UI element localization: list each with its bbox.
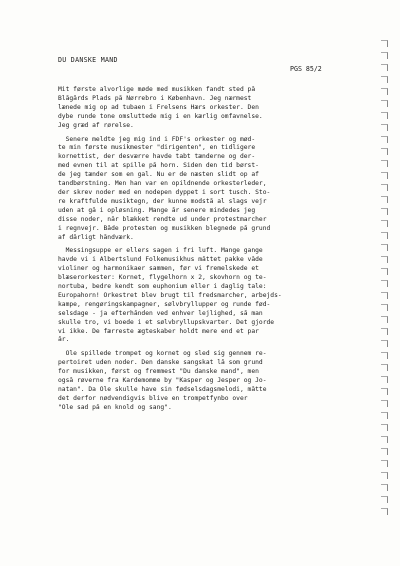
binding-mark	[381, 112, 388, 119]
text-line: de jeg tænder som en gal. Nu er de næsten slidt op af	[58, 171, 259, 179]
binding-mark	[381, 280, 388, 287]
binding-mark	[381, 292, 388, 299]
binding-mark	[381, 208, 388, 215]
binding-mark	[381, 40, 388, 47]
paragraph	[58, 247, 358, 345]
paragraph	[58, 86, 358, 131]
text-line: "Ole sad på en knold og sang".	[58, 403, 172, 411]
binding-mark	[381, 136, 388, 143]
binding-mark	[381, 124, 388, 131]
text-line: te min første musikmester "dirigenten", en tidligere	[58, 144, 256, 152]
text-line: kampe, rengøringskampagner, sølvbryllupper og runde fød-	[58, 300, 271, 308]
binding-mark	[381, 244, 388, 251]
text-line: Jeg græd af rørelse.	[58, 121, 134, 129]
text-line: også røverne fra Kardemomme by "Kasper og Jesper og Jo-	[58, 377, 267, 385]
binding-mark	[381, 388, 388, 395]
binding-mark	[381, 316, 388, 323]
text-line: vi ikke. De færreste ægteskaber holdt mere end et par	[58, 327, 259, 335]
text-line: år.	[58, 336, 70, 344]
binding-edge-marks	[381, 0, 389, 566]
text-line: Europahorn! Orkestret blev brugt til fredsmarcher, arbejds-	[58, 291, 282, 299]
text-line: re kraftfulde musiktegn, der kunne modstå al slags vejr	[58, 197, 267, 205]
binding-mark	[381, 268, 388, 275]
binding-mark	[381, 508, 388, 515]
text-line: disse noder, når blækket rendte ud under protestmarcher	[58, 215, 267, 223]
paragraph	[58, 350, 358, 412]
binding-mark	[381, 52, 388, 59]
text-line: skulle tro, vi boede i et sølvbryllupskvarter. Det gjorde	[58, 318, 275, 326]
text-line: blæserorkester: Kornet, flygelhorn x 2, skovhorn og te-	[58, 274, 267, 282]
text-line: havde vi i Albertslund Folkemusikhus måttet pakke våde	[58, 256, 263, 264]
binding-mark	[381, 160, 388, 167]
binding-mark	[381, 232, 388, 239]
text-line: selsdage - ja efterhånden ved enhver lejlighed, så man	[58, 309, 263, 317]
binding-mark	[381, 148, 388, 155]
binding-mark	[381, 196, 388, 203]
binding-mark	[381, 64, 388, 71]
text-line: tandbørstning. Men han var en opildnende orkesterleder,	[58, 180, 267, 188]
binding-mark	[381, 400, 388, 407]
text-line: med evnen til at spille på horn. Siden den tid børst-	[58, 162, 259, 170]
document-title: DU DANSKE MAND	[58, 56, 118, 64]
binding-mark	[381, 448, 388, 455]
text-line: uden at gå i opløsning. Mange år senere mindedes jeg	[58, 206, 256, 214]
binding-mark	[381, 256, 388, 263]
binding-mark	[381, 472, 388, 479]
binding-mark	[381, 76, 388, 83]
binding-mark	[381, 496, 388, 503]
text-line: natan". Da Ole skulle have sin fødselsdagsmelodi, måtte	[58, 386, 267, 393]
text-line: Senere meldte jeg mig ind i FDF's orkester og mød-	[58, 135, 256, 143]
text-line: violiner og harmonikaer sammen, før vi fremelskede et	[58, 265, 259, 273]
text-line: Ole spillede trompet og kornet og sled sig gennem re-	[58, 350, 267, 358]
text-line: kornettist, der desværre havde tabt tænderne og der-	[58, 153, 256, 161]
text-line: det derfor nødvendigvis blive en trompetfynbo over	[58, 394, 248, 402]
binding-mark	[381, 460, 388, 467]
text-line: af dårligt håndværk.	[58, 233, 134, 241]
text-line: nortuba, bedre kendt som euphonium eller i daglig tale:	[58, 283, 267, 291]
paragraph	[58, 136, 358, 243]
text-line: lænede mig op ad tubaen i Frelsens Hærs orkester. Den	[58, 103, 259, 111]
binding-mark	[381, 220, 388, 227]
binding-mark	[381, 484, 388, 491]
binding-mark	[381, 412, 388, 419]
binding-mark	[381, 304, 388, 311]
text-line: der skrev noder med en nodepen dyppet i sort tusch. Sto-	[58, 188, 271, 196]
document-body	[58, 86, 358, 418]
text-line: Mit første alvorlige møde med musikken fandt sted på	[58, 86, 256, 93]
binding-mark	[381, 376, 388, 383]
binding-mark	[381, 184, 388, 191]
text-line: i regnvejr. Både protesten og musikken blegnede på grund	[58, 224, 271, 232]
binding-mark	[381, 328, 388, 335]
binding-mark	[381, 424, 388, 431]
document-reference: PGS 85/2	[290, 65, 322, 73]
binding-mark	[381, 88, 388, 95]
text-line: for musikken, først og fremmest "Du danske mand", men	[58, 368, 259, 376]
binding-mark	[381, 352, 388, 359]
text-line: Blågårds Plads på Nørrebro i København. Jeg nærmest	[58, 94, 252, 102]
binding-mark	[381, 100, 388, 107]
text-line: dybe runde tone omsluttede mig i en kærlig omfavnelse.	[58, 112, 263, 120]
binding-mark	[381, 436, 388, 443]
text-line: pertoiret uden noder. Den danske sangskat lå som grund	[58, 359, 263, 367]
binding-mark	[381, 172, 388, 179]
binding-mark	[381, 364, 388, 371]
text-line: Messingsuppe er ellers sagen i fri luft. Mange gange	[58, 247, 263, 255]
binding-mark	[381, 340, 388, 347]
